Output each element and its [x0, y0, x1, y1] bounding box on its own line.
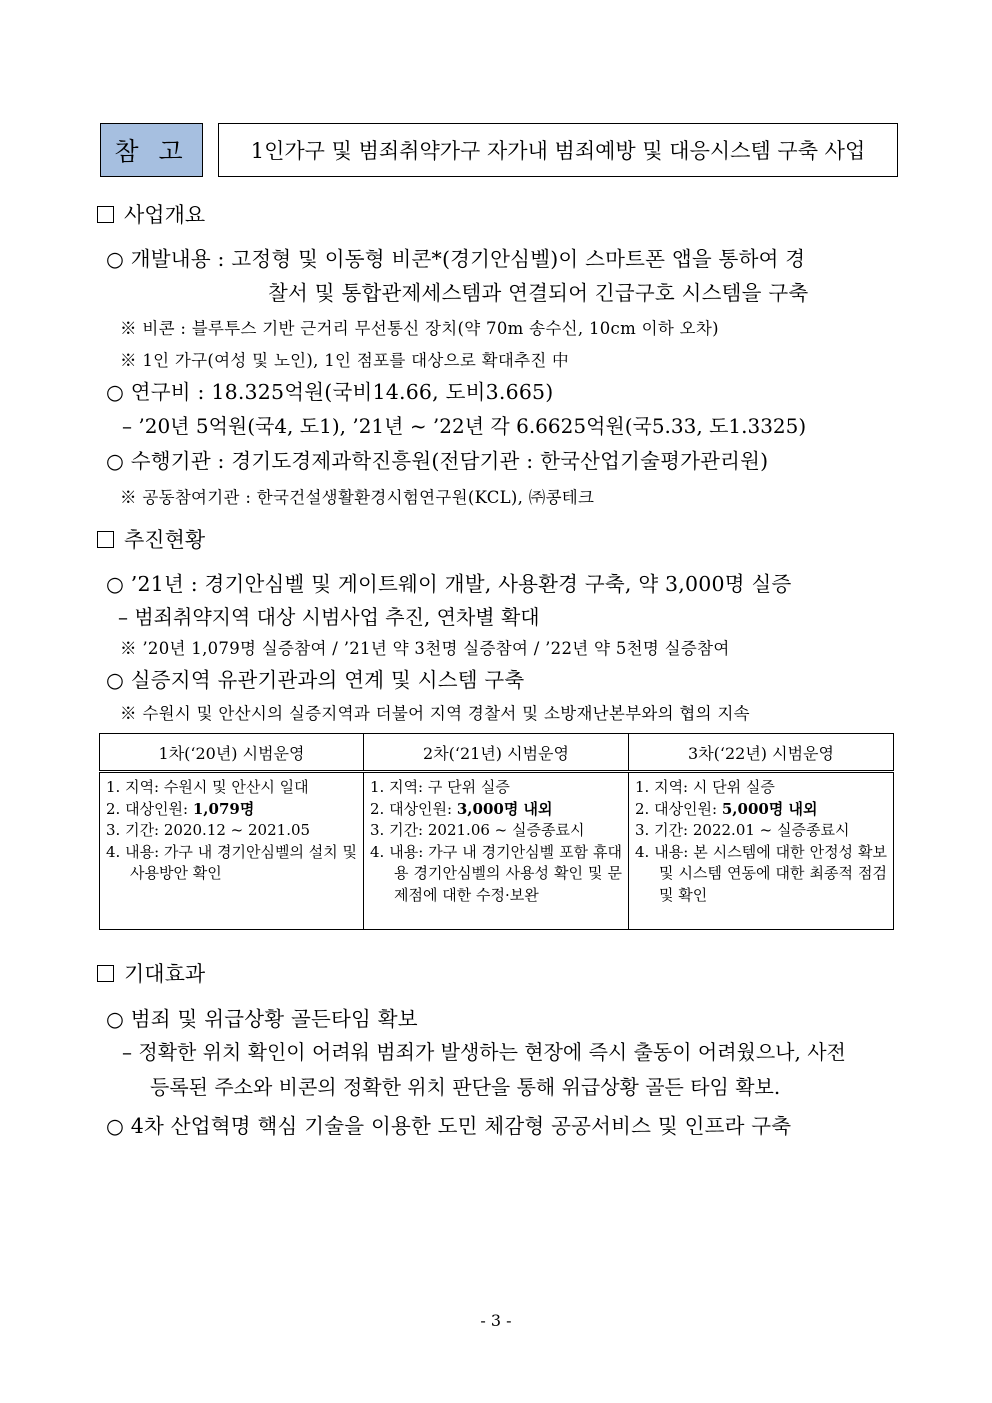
- progress-2021-note: ※ ’20년 1,079명 실증참여 / ’21년 약 3천명 실증참여 / ’22년 약 5천명 실증참여: [120, 639, 730, 658]
- list-item: 2. 대상인원: 1,079명: [106, 799, 255, 818]
- list-item: 2. 대상인원: 5,000명 내외: [635, 799, 818, 818]
- section-heading: 사업개요: [124, 203, 206, 227]
- budget-line: ○ 연구비 : 18.325억원(국비14.66, 도비3.665): [106, 380, 554, 404]
- list-item: 3. 기간: 2020.12 ~ 2021.05: [106, 821, 311, 839]
- checkbox-icon: [97, 531, 114, 548]
- section-effects: [97, 958, 205, 988]
- section-heading: 기대효과: [124, 962, 206, 986]
- progress-2021: ○ ’21년 : 경기안심벨 및 게이트웨이 개발, 사용환경 구축, 약 3,000명 실증: [106, 572, 792, 596]
- list-item: 1. 지역: 수원시 및 안산시 일대: [106, 778, 309, 796]
- list-item: 4. 내용: 본 시스템에 대한 안정성 확보 및 시스템 연동에 대한 최종적 점검 및 확인: [635, 842, 887, 904]
- section-heading: 추진현황: [124, 528, 206, 552]
- reference-label: 참 고: [100, 123, 203, 177]
- progress-link: ○ 실증지역 유관기관과의 연계 및 시스템 구축: [106, 668, 525, 692]
- table-header-1: 1차(‘20년) 시범운영: [100, 734, 364, 772]
- budget-detail: – ’20년 5억원(국4, 도1), ’21년 ~ ’22년 각 6.6625억원(국5.33, 도1.3325): [122, 414, 807, 438]
- list-item: 2. 대상인원: 3,000명 내외: [370, 799, 553, 818]
- dev-content-line2: 찰서 및 통합관제세스템과 연결되어 긴급구호 시스템을 구축: [268, 281, 809, 305]
- table-cell-phase2: [364, 772, 629, 930]
- note-partners: ※ 공동참여기관 : 한국건설생활환경시험연구원(KCL), ㈜콩테크: [120, 488, 595, 507]
- list-item: 4. 내용: 가구 내 경기안심벨 포함 휴대용 경기안심벨의 사용성 확인 및 문제점에 대한 수정·보완: [370, 842, 622, 904]
- page-number: - 3 -: [480, 1311, 512, 1330]
- list-item: 1. 지역: 시 단위 실증: [635, 778, 775, 796]
- section-progress: [97, 524, 205, 554]
- effect-golden-time-dash1: – 정확한 위치 확인이 어려워 범죄가 발생하는 현장에 즉시 출동이 어려웠으나, 사전: [122, 1040, 846, 1064]
- progress-link-note: ※ 수원시 및 안산시의 실증지역과 더불어 지역 경찰서 및 소방재난본부와의 협의 지속: [120, 704, 750, 723]
- table-header-2: 2차(‘21년) 시범운영: [364, 734, 629, 772]
- table-cell-phase3: [629, 772, 894, 930]
- note-target: ※ 1인 가구(여성 및 노인), 1인 점포를 대상으로 확대추진 中: [120, 351, 569, 370]
- progress-2021-dash: – 범죄취약지역 대상 시범사업 추진, 연차별 확대: [118, 605, 540, 629]
- checkbox-icon: [97, 965, 114, 982]
- note-beacon: ※ 비콘 : 블루투스 기반 근거리 무선통신 장치(약 70m 송수신, 10cm 이하 오차): [120, 319, 719, 338]
- section-overview: [97, 199, 205, 229]
- list-item: 4. 내용: 가구 내 경기안심벨의 설치 및 사용방안 확인: [106, 842, 357, 882]
- effect-golden-time: ○ 범죄 및 위급상황 골든타임 확보: [106, 1007, 418, 1031]
- list-item: 1. 지역: 구 단위 실증: [370, 778, 510, 796]
- agency-line: ○ 수행기관 : 경기도경제과학진흥원(전담기관 : 한국산업기술평가관리원): [106, 449, 769, 473]
- effect-golden-time-dash2: 등록된 주소와 비콘의 정확한 위치 판단을 통해 위급상황 골든 타임 확보.: [150, 1075, 781, 1099]
- pilot-table: [99, 733, 894, 930]
- table-cell-phase1: [100, 772, 364, 930]
- list-item: 3. 기간: 2022.01 ~ 실증종료시: [635, 821, 850, 839]
- dev-content-line1: ○ 개발내용 : 고정형 및 이동형 비콘*(경기안심벨)이 스마트폰 앱을 통하여 경: [106, 247, 806, 271]
- table-header-3: 3차(‘22년) 시범운영: [629, 734, 894, 772]
- effect-4th-industry: ○ 4차 산업혁명 핵심 기술을 이용한 도민 체감형 공공서비스 및 인프라 구축: [106, 1114, 792, 1138]
- page-title: 1인가구 및 범죄취약가구 자가내 범죄예방 및 대응시스템 구축 사업: [218, 123, 898, 177]
- checkbox-icon: [97, 206, 114, 223]
- list-item: 3. 기간: 2021.06 ~ 실증종료시: [370, 821, 585, 839]
